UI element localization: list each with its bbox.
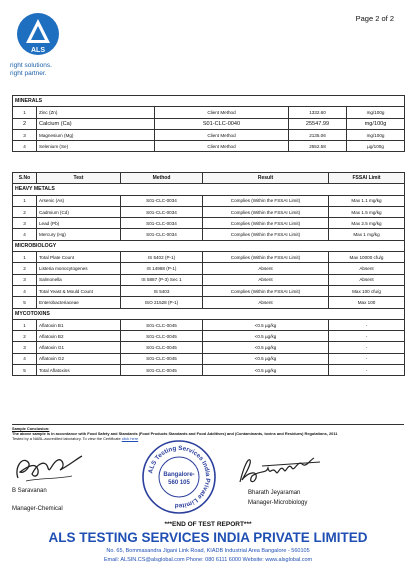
company-name: ALS TESTING SERVICES INDIA PRIVATE LIMITED — [48, 530, 368, 545]
result-limit: - — [329, 353, 405, 364]
mineral-row — [13, 141, 405, 152]
result-value: <0.5 µg/kg — [203, 319, 329, 330]
result-value: <0.5 µg/kg — [203, 365, 329, 376]
result-row — [13, 206, 405, 217]
result-method: S01-CLC-0034 — [121, 195, 203, 206]
result-row — [13, 331, 405, 342]
result-test: Total Plate Count — [37, 252, 121, 263]
result-method: S01-CLC-0034 — [121, 229, 203, 240]
mineral-sno: 3 — [13, 129, 37, 140]
mineral-test: Magnesium (Mg) — [37, 129, 155, 140]
result-sno: 1 — [13, 195, 37, 206]
result-row — [13, 319, 405, 330]
header-method: Method — [121, 173, 203, 184]
result-limit: Absent — [329, 263, 405, 274]
result-value: Absent — [203, 297, 329, 308]
result-method: ISO 21528 (P-1) — [121, 297, 203, 308]
minerals-table — [12, 95, 405, 152]
minerals-title: MINERALS — [13, 96, 405, 107]
result-row — [13, 263, 405, 274]
mineral-method: Client Method — [155, 129, 289, 140]
result-value: Absent — [203, 274, 329, 285]
result-sno: 3 — [13, 218, 37, 229]
result-sno: 4 — [13, 285, 37, 296]
company-stamp-icon — [140, 438, 218, 516]
left-signatory-role: Manager-Chemical — [12, 506, 63, 512]
right-signatory-role: Manager-Microbiology — [248, 500, 308, 506]
logo-text: ALS — [31, 47, 45, 54]
mineral-unit: mg/100g — [347, 118, 405, 129]
mineral-sno: 2 — [13, 118, 37, 129]
result-row — [13, 342, 405, 353]
result-test: Total Aflatoxins — [37, 365, 121, 376]
company-contact: Email: ALSIN.CS@alsglobal.com Phone: 080 6111 6000 Website: www.alsglobal.com — [103, 557, 313, 563]
mineral-unit: mg/100g — [347, 129, 405, 140]
conclusion-line-1: The above sample is in accordance with Food Safety and Standards (Food Products Standards and Food Additives) and (Contaminants, toxins and Residues) Regulations, 2011 — [12, 431, 338, 436]
results-table — [12, 172, 405, 376]
result-limit: Max 100 — [329, 297, 405, 308]
result-test: Aflatoxin B2 — [37, 331, 121, 342]
result-method: IS 5887 (P-3) Sec 1 — [121, 274, 203, 285]
result-method: S01-CLC-0034 — [121, 206, 203, 217]
result-sno: 5 — [13, 365, 37, 376]
mineral-result: 1332.60 — [289, 107, 347, 118]
result-test: Aflatoxin G2 — [37, 353, 121, 364]
result-row — [13, 218, 405, 229]
result-limit: Max 100 cfu/g — [329, 285, 405, 296]
result-limit: - — [329, 365, 405, 376]
section-title: HEAVY METALS — [13, 184, 405, 195]
mineral-method: Client Method — [155, 107, 289, 118]
svg-text:Bangalore-: Bangalore- — [163, 472, 195, 478]
result-limit: - — [329, 319, 405, 330]
result-limit: Max 1.1 mg/kg — [329, 195, 405, 206]
result-sno: 3 — [13, 274, 37, 285]
result-test: Cadmium (Cd) — [37, 206, 121, 217]
result-test: Total Yeast & Mould Count — [37, 285, 121, 296]
header-limit: FSSAI Limit — [329, 173, 405, 184]
mineral-result: 2552.58 — [289, 141, 347, 152]
svg-text:ALS Testing Services India Pri: ALS Testing Services India Private Limited — [147, 444, 212, 510]
result-sno: 1 — [13, 319, 37, 330]
mineral-test: Selenium (Se) — [37, 141, 155, 152]
result-sno: 4 — [13, 353, 37, 364]
result-value: Complies (Within the FSSAI Limit) — [203, 229, 329, 240]
result-sno: 3 — [13, 342, 37, 353]
result-value: Complies (Within the FSSAI Limit) — [203, 195, 329, 206]
result-method: S01-CLC-0045 — [121, 342, 203, 353]
mineral-sno: 4 — [13, 141, 37, 152]
result-value: <0.5 µg/kg — [203, 342, 329, 353]
result-test: Arsenic (As) — [37, 195, 121, 206]
signature-right-icon — [232, 452, 328, 488]
header-test: Test — [37, 173, 121, 184]
result-limit: Absent — [329, 274, 405, 285]
tagline-line-2: right partner. — [10, 70, 47, 77]
right-signatory-name: Bharath Jeyaraman — [248, 490, 301, 496]
result-method: S01-CLC-0045 — [121, 365, 203, 376]
result-test: Listeria monocytogenes — [37, 263, 121, 274]
result-limit: Max 1.5 mg/kg — [329, 206, 405, 217]
signature-left-icon — [8, 448, 88, 486]
end-of-report: ***END OF TEST REPORT*** — [164, 521, 252, 528]
result-value: Complies (Within the FSSAI Limit) — [203, 206, 329, 217]
mineral-test: Zinc (Zn) — [37, 107, 155, 118]
section-row — [13, 308, 405, 319]
result-row — [13, 297, 405, 308]
left-signatory-name: B Saravanan — [12, 488, 47, 494]
result-method: IS 14988 (P-1) — [121, 263, 203, 274]
results-header-row — [13, 173, 405, 184]
mineral-unit: µg/100g — [347, 141, 405, 152]
result-sno: 1 — [13, 252, 37, 263]
section-row — [13, 240, 405, 251]
company-address: No. 65, Bommasandra Jigani Link Road, KIADB Industrial Area Bangalore - 560105 — [106, 548, 310, 554]
section-title: MICROBIOLOGY — [13, 240, 405, 251]
result-limit: Max 2.5 mg/kg — [329, 218, 405, 229]
result-test: Aflatoxin G1 — [37, 342, 121, 353]
conclusion-title: Sample Conclusion: — [12, 426, 50, 431]
mineral-method: Client Method — [155, 141, 289, 152]
mineral-row — [13, 107, 405, 118]
result-method: IS 5402 (P-1) — [121, 252, 203, 263]
section-title: MYCOTOXINS — [13, 308, 405, 319]
result-method: S01-CLC-0045 — [121, 353, 203, 364]
result-sno: 2 — [13, 263, 37, 274]
result-limit: Max 1 mg/kg — [329, 229, 405, 240]
mineral-row — [13, 129, 405, 140]
result-test: Lead (Pb) — [37, 218, 121, 229]
tagline-line-1: right solutions. — [10, 62, 52, 69]
logo-tagline — [10, 62, 52, 78]
result-test: Mercury (Hg) — [37, 229, 121, 240]
result-row — [13, 252, 405, 263]
als-logo-icon — [16, 12, 60, 56]
mineral-row — [13, 118, 405, 129]
mineral-method: S01-CLC-0040 — [155, 118, 289, 129]
result-method: S01-CLC-0034 — [121, 218, 203, 229]
result-test: Salmonella — [37, 274, 121, 285]
result-value: <0.5 µg/kg — [203, 331, 329, 342]
result-sno: 5 — [13, 297, 37, 308]
result-sno: 4 — [13, 229, 37, 240]
result-row — [13, 195, 405, 206]
mineral-sno: 1 — [13, 107, 37, 118]
result-value: Complies (Within the FSSAI Limit) — [203, 285, 329, 296]
result-limit: - — [329, 342, 405, 353]
result-test: Aflatoxin B1 — [37, 319, 121, 330]
conclusion-line-2-text: Tested by a NABL-accredited laboratory. To view the Certificate — [12, 436, 121, 441]
result-value: Complies (Within the FSSAI Limit) — [203, 252, 329, 263]
page-number: Page 2 of 2 — [355, 14, 394, 23]
svg-text:560 105: 560 105 — [168, 480, 190, 486]
result-row — [13, 229, 405, 240]
mineral-result: 25547.99 — [289, 118, 347, 129]
result-method: S01-CLC-0045 — [121, 319, 203, 330]
result-limit: Max 10000 cfu/g — [329, 252, 405, 263]
result-method: IS 5403 — [121, 285, 203, 296]
result-limit: - — [329, 331, 405, 342]
header-sno: S.No — [13, 173, 37, 184]
certificate-link[interactable]: click here — [121, 436, 139, 441]
result-method: S01-CLC-0045 — [121, 331, 203, 342]
result-value: Complies (Within the FSSAI Limit) — [203, 218, 329, 229]
result-sno: 2 — [13, 331, 37, 342]
result-row — [13, 274, 405, 285]
result-row — [13, 285, 405, 296]
header-result: Result — [203, 173, 329, 184]
mineral-result: 2135.06 — [289, 129, 347, 140]
result-row — [13, 353, 405, 364]
section-row — [13, 184, 405, 195]
result-row — [13, 365, 405, 376]
result-value: Absent — [203, 263, 329, 274]
mineral-test: Calcium (Ca) — [37, 118, 155, 129]
mineral-unit: mg/100g — [347, 107, 405, 118]
result-test: Enterobacteriaceae — [37, 297, 121, 308]
result-sno: 2 — [13, 206, 37, 217]
result-value: <0.5 µg/kg — [203, 353, 329, 364]
